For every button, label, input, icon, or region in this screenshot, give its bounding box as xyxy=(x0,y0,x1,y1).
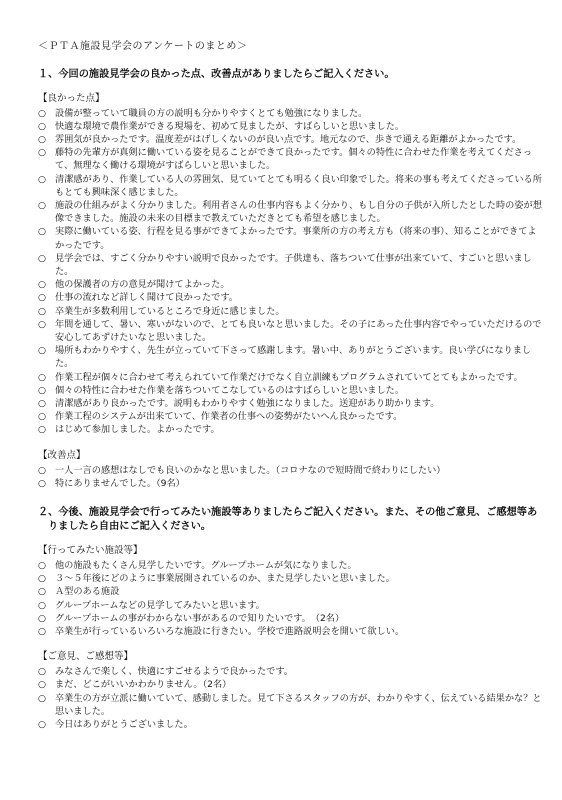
list-item-text: 場所もわかりやすく、先生が立っていて下さって感謝します。暑い中、ありがとうございます。良い学びになりました。 xyxy=(55,345,532,370)
bullet-icon: ○ xyxy=(38,599,47,611)
bullet-icon: ○ xyxy=(38,345,47,357)
list-item-text: 卒業生が多数利用しているところで身近に感じました。 xyxy=(55,305,285,317)
list-item-text: 他の施設もたくさん見学したいです。グループホームが気になりました。 xyxy=(55,559,357,571)
bullet-icon: ○ xyxy=(38,120,47,132)
bullet-icon: ○ xyxy=(38,679,47,691)
list-item-text: 今日はありがとうございました。 xyxy=(55,719,193,731)
list-item-text: 作業工程のシステムが出来ていて、作業者の仕事への姿勢がたいへん良かったです。 xyxy=(55,411,403,423)
list-item xyxy=(38,625,544,638)
list-item-text: 年間を通して、暑い、寒いがないので、とても良いなと思いました。その子にあった仕事内容でやっていただけるので安心してあずけたいなと思いました。 xyxy=(55,318,542,343)
list-item-text: 藤特の先輩方が真剣に働いている姿を見ることができて良かったです。個々の特性に合わせた作業を考えてくださって、無理なく働ける環境がすばらしいと思いました。 xyxy=(55,147,533,172)
list-item xyxy=(38,423,544,436)
bullet-icon: ○ xyxy=(38,147,47,159)
bullet-icon: ○ xyxy=(38,107,47,119)
list-item xyxy=(38,585,544,598)
list-item-text: グループホームの事がわからない事があるので知りたいです。 （2名） xyxy=(55,612,345,624)
list-item-text: みなさんで楽しく、快適にすごせるようで良かったです。 xyxy=(55,666,293,678)
list-item-text: 個々の特性に合わせた作業を落ちついてこなしているのはすばらしいと思いました。 xyxy=(55,384,405,396)
opinions-list xyxy=(38,665,544,731)
bullet-icon: ○ xyxy=(38,692,47,704)
list-item xyxy=(38,410,544,423)
list-item-text: まだ、どこがいいかわかりません。（2名） xyxy=(55,679,232,691)
list-item-text: はじめて参加しました。よかったです。 xyxy=(55,424,220,436)
list-item xyxy=(38,692,544,718)
bullet-icon: ○ xyxy=(38,586,47,598)
bullet-icon: ○ xyxy=(38,397,47,409)
wanted-facilities-list xyxy=(38,559,544,638)
bullet-icon: ○ xyxy=(38,226,47,238)
list-item xyxy=(38,572,544,585)
bullet-icon: ○ xyxy=(38,411,47,423)
list-item xyxy=(38,397,544,410)
bullet-icon: ○ xyxy=(38,666,47,678)
bullet-icon: ○ xyxy=(38,719,47,731)
list-item-text: 快適な環境で農作業ができる現場を、初めて見ましたが、すばらしいと思いました。 xyxy=(55,120,405,132)
bullet-icon: ○ xyxy=(38,626,47,637)
improvements-list xyxy=(38,464,544,490)
bullet-icon: ○ xyxy=(38,559,47,571)
bullet-icon: ○ xyxy=(38,318,47,330)
bullet-icon: ○ xyxy=(38,199,47,211)
list-item xyxy=(38,612,544,625)
list-item xyxy=(38,678,544,691)
bullet-icon: ○ xyxy=(38,612,47,624)
bullet-icon: ○ xyxy=(38,305,47,317)
list-item-text: 一人一言の感想はなしでも良いのかなと思いました。（コロナなので短時間で終わりにしたい） xyxy=(55,464,446,476)
list-item xyxy=(38,344,544,370)
document-title: ＜ＰＴＡ施設見学会のアンケートのまとめ＞ xyxy=(38,41,248,52)
list-item-text: 雰囲気が良かったです。温度差がはげしくないのが良い点です。地元なので、歩きで通える距離がよかったです。 xyxy=(55,133,522,145)
bullet-icon: ○ xyxy=(38,173,47,185)
bullet-icon: ○ xyxy=(38,279,47,291)
list-item xyxy=(38,252,544,278)
bullet-icon: ○ xyxy=(38,133,47,145)
list-item xyxy=(38,384,544,397)
list-item-text: 実際に働いている姿、行程を見る事ができてよかったです。事業所の方の考え方も（将来の事）、知ることができてよかったです。 xyxy=(55,226,537,251)
list-item-text: 施設の仕組みがよく分かりました。利用者さんの仕事内容もよく分かり、もし自分の子供が入所したとした時の姿が想像できました。施設の未来の目標まで教えていただきとても希望を感じました。 xyxy=(55,199,542,225)
list-item xyxy=(38,718,544,731)
list-item xyxy=(38,133,544,146)
improvements-heading: 【改善点】 xyxy=(38,449,86,461)
list-item xyxy=(38,371,544,384)
bullet-icon: ○ xyxy=(38,424,47,436)
opinions-heading: 【ご意見、ご感想等】 xyxy=(38,651,134,663)
list-item xyxy=(38,278,544,291)
list-item xyxy=(38,146,544,172)
list-item xyxy=(38,318,544,344)
list-item-text: 卒業生の方が立派に働いていて、感動しました。見て下さるスタッフの方が、わかりやすく、伝えている結果かな？と思いました。 xyxy=(55,692,542,717)
good-points-list xyxy=(38,107,544,437)
bullet-icon: ○ xyxy=(38,384,47,396)
list-item-text: 他の保護者の方の意見が聞けてよかった。 xyxy=(55,279,230,291)
question-1: １、今回の施設見学会の良かった点、改善点がありましたらご記入ください。 xyxy=(38,69,395,80)
bullet-icon: ○ xyxy=(38,371,47,383)
list-item-text: 仕事の流れなど詳しく聞けて良かったです。 xyxy=(55,292,239,304)
list-item xyxy=(38,464,544,477)
list-item-text: 清潔感があり良かったです。説明もわかりやすく勉強になりました。送迎があり助かります。 xyxy=(55,397,440,409)
list-item-text: 作業工程が個々に合わせて考えられていて作業だけでなく自立訓練もプログラムされていてとてもよかったです。 xyxy=(55,371,523,383)
list-item-text: ３～５年後にどのように事業展開されているのか、また見学したいと思いました。 xyxy=(55,573,395,585)
bullet-icon: ○ xyxy=(38,477,47,489)
list-item xyxy=(38,599,544,612)
list-item xyxy=(38,107,544,120)
question-2: ２、今後、施設見学会で行ってみたい施設等ありましたらご記入ください。また、その他ご意見、ご感想等ありましたら自由にご記入ください。 xyxy=(38,506,538,533)
bullet-icon: ○ xyxy=(38,292,47,304)
list-item xyxy=(38,199,544,225)
list-item xyxy=(38,173,544,199)
wanted-facilities-heading: 【行ってみたい施設等】 xyxy=(38,544,143,556)
list-item xyxy=(38,665,544,678)
list-item xyxy=(38,120,544,133)
list-item xyxy=(38,477,544,490)
list-item-text: 卒業生が行っているいろいろな施設に行きたい。学校で進路説明会を開いて欲しい。 xyxy=(55,626,405,637)
bullet-icon: ○ xyxy=(38,464,47,476)
list-item xyxy=(38,559,544,572)
list-item-text: グループホームなどの見学してみたいと思います。 xyxy=(55,599,265,611)
list-item xyxy=(38,305,544,318)
bullet-icon: ○ xyxy=(38,252,47,264)
list-item-text: 設備が整っていて職員の方の説明も分かりやすくとても勉強になりました。 xyxy=(55,107,368,119)
list-item xyxy=(38,291,544,304)
list-item-text: Ａ型のある施設 xyxy=(55,586,120,598)
list-item xyxy=(38,225,544,251)
bullet-icon: ○ xyxy=(38,573,47,585)
good-points-heading: 【良かった点】 xyxy=(38,92,105,104)
list-item-text: 清潔感があり、作業している人の雰囲気、見ていてとても明るく良い印象でした。将来の事も考えてくださっている所もとても興味深く感じました。 xyxy=(55,173,542,198)
list-item-text: 特にありませんでした。（9名） xyxy=(55,477,185,489)
list-item-text: 見学会では、すごく分かりやすい説明で良かったです。子供達も、落ちついて仕事が出来ていて、すごいと思いました。 xyxy=(55,252,532,277)
